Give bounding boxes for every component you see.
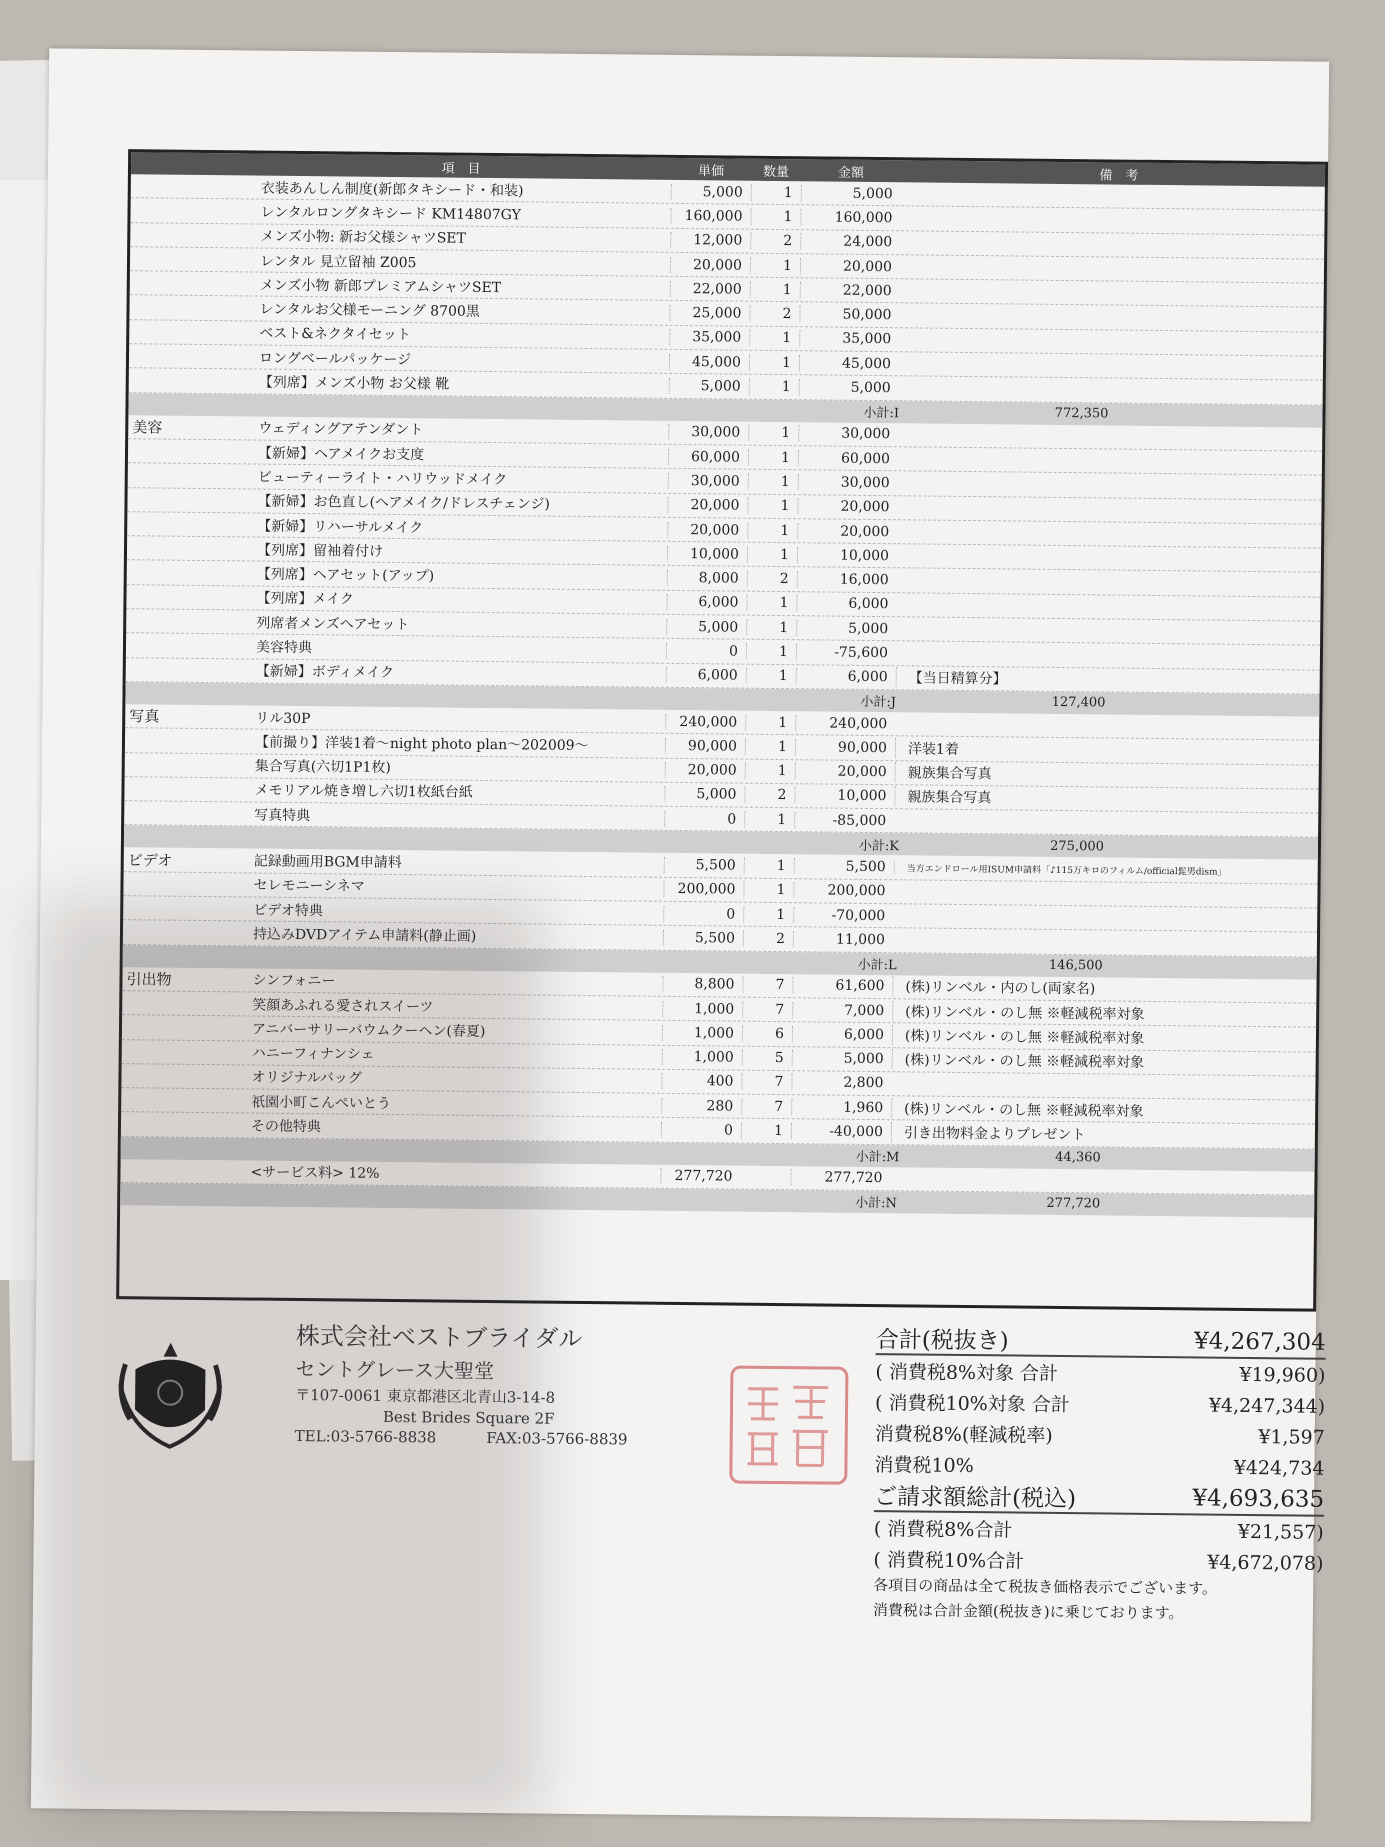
unit-price: 5,500: [663, 930, 743, 947]
item-name: 記録動画用BGM申請料: [253, 853, 402, 872]
total-label: ご請求額総計(税込): [873, 1484, 1077, 1513]
category-label: [125, 764, 245, 765]
total-value: ¥4,672,078): [1207, 1551, 1324, 1575]
total-row: [875, 1386, 1325, 1422]
item-name: 【新婦】お色直し(ヘアメイク/ドレスチェンジ): [257, 493, 550, 513]
company-info: [295, 1316, 629, 1450]
subtotal-label: 小計:J: [860, 695, 897, 711]
item-name: ロングベールパッケージ: [258, 350, 412, 368]
unit-price: 240,000: [665, 713, 745, 730]
remark: (株)リンベル・のし無 ※軽減税率対象: [892, 1025, 1316, 1049]
item-name: 衣装あんしん制度(新郎タキシード・和装): [260, 180, 524, 199]
total-row: [874, 1479, 1324, 1517]
quantity: [740, 1177, 790, 1178]
unit-price: 0: [663, 905, 743, 922]
item-name: 【列席】ヘアセット(アップ): [256, 566, 435, 585]
item-name: オリジナルバッグ: [251, 1069, 362, 1088]
category-label: [130, 259, 250, 260]
item-name: ビデオ特典: [253, 902, 324, 919]
unit-price: 6,000: [666, 667, 746, 684]
item-name: ベスト&ネクタイセット: [259, 325, 411, 344]
crest-logo-icon: [115, 1334, 226, 1455]
amount: 90,000: [795, 739, 895, 756]
remark: [897, 532, 1321, 536]
total-value: ¥4,267,304: [1193, 1327, 1326, 1356]
amount: 50,000: [799, 306, 899, 323]
amount: 30,000: [798, 426, 898, 443]
category-label: 写真: [129, 707, 160, 726]
remark: [900, 315, 1324, 319]
quantity: 2: [747, 571, 797, 588]
quantity: 7: [742, 1001, 792, 1018]
category-label: [128, 499, 248, 500]
quantity: 1: [750, 257, 800, 274]
quantity: 1: [748, 449, 798, 466]
item-name: 【列席】留袖着付け: [256, 542, 384, 560]
subtotal-label: 小計:N: [855, 1196, 898, 1212]
company-name: 株式会社ベストブライダル: [295, 1321, 583, 1353]
unit-price: 90,000: [665, 738, 745, 755]
category-label: [128, 475, 248, 476]
amount: 5,000: [796, 620, 896, 637]
total-label: ( 消費税8%対象 合計: [875, 1361, 1059, 1385]
amount: 5,000: [801, 185, 901, 202]
total-row: [874, 1512, 1324, 1548]
category-label: [127, 572, 247, 573]
quantity: 1: [749, 379, 799, 396]
item-name: メンズ小物 新郎プレミアムシャツSET: [259, 277, 502, 296]
company-seal-stamp: [729, 1366, 848, 1485]
amount: 240,000: [795, 715, 895, 732]
quantity: 5: [742, 1050, 792, 1067]
amount: 5,000: [792, 1050, 892, 1067]
total-value: ¥4,693,635: [1192, 1484, 1325, 1513]
quantity: 2: [749, 306, 799, 323]
total-value: ¥4,247,344): [1208, 1394, 1326, 1418]
category-label: [129, 356, 249, 357]
amount: -70,000: [793, 907, 893, 924]
category-label: [122, 1051, 242, 1052]
remark: [893, 892, 1317, 896]
item-name: ハニーフィナンシェ: [251, 1045, 375, 1063]
remark: [895, 724, 1319, 728]
amount: 30,000: [798, 474, 898, 491]
item-name: 【列席】メイク: [256, 590, 355, 608]
quantity: 1: [747, 522, 797, 539]
footnote: 各項目の商品は全て税抜き価格表示でございます。: [873, 1576, 1218, 1598]
category-label: [129, 380, 249, 381]
remark: [901, 218, 1325, 222]
category-label: [126, 669, 246, 670]
unit-price: 20,000: [667, 521, 747, 538]
remark: [898, 435, 1322, 439]
item-name: ビューティーライト・ハリウッドメイク: [257, 469, 508, 489]
subtotal-label: 小計:L: [857, 957, 897, 974]
remark: 引き出物料金よりプレゼント: [891, 1122, 1315, 1146]
company-fax: FAX:03-5766-8839: [486, 1428, 628, 1449]
unit-price: 6,000: [666, 594, 746, 611]
quantity: 1: [750, 209, 800, 226]
category-label: 美容: [132, 418, 163, 437]
header-amount: 金額: [837, 165, 865, 181]
item-name: 祇園小町こんぺいとう: [251, 1094, 392, 1112]
invoice-table: [116, 149, 1328, 1312]
remark: [899, 388, 1323, 392]
amount: 7,000: [792, 1002, 892, 1019]
remark: 親族集合写真: [894, 787, 1318, 811]
subtotal-label: 小計:M: [855, 1150, 900, 1166]
totals-block: [873, 1322, 1326, 1629]
remark: [896, 653, 1320, 657]
quantity: 1: [746, 644, 796, 661]
total-label: 消費税8%(軽減税率): [874, 1423, 1053, 1447]
subtotal-value: 44,360: [1055, 1150, 1101, 1166]
total-value: ¥424,734: [1233, 1456, 1325, 1480]
subtotal-label: 小計:K: [858, 838, 900, 855]
unit-price: 5,500: [664, 857, 744, 874]
unit-price: 20,000: [670, 256, 750, 273]
item-name: ウェディングアテンダント: [258, 420, 424, 439]
remark: [901, 194, 1325, 198]
item-name: レンタルロングタキシード KM14807GY: [260, 204, 521, 224]
quantity: 1: [743, 906, 793, 923]
category-label: [124, 813, 244, 814]
category-label: [121, 1076, 241, 1077]
total-label: ( 消費税10%合計: [873, 1549, 1025, 1573]
category-label: [121, 1170, 241, 1171]
quantity: 2: [750, 233, 800, 250]
unit-price: 5,000: [664, 786, 744, 803]
amount: 200,000: [793, 883, 893, 900]
remark: (株)リンベル・内のし(両家名): [892, 976, 1316, 1000]
remark: (株)リンベル・のし無 ※軽減税率対象: [892, 1001, 1316, 1025]
amount: -75,600: [796, 644, 896, 661]
amount: 60,000: [798, 450, 898, 467]
item-name: その他特典: [250, 1118, 322, 1136]
category-label: [121, 1100, 241, 1101]
remark: [894, 821, 1318, 825]
item-name: アニバーサリーバウムクーヘン(春夏): [251, 1021, 486, 1040]
amount: 20,000: [797, 498, 897, 515]
total-row: [875, 1417, 1325, 1453]
unit-price: 5,000: [666, 619, 746, 636]
amount: 10,000: [794, 788, 894, 805]
category-label: [128, 451, 248, 452]
amount: 16,000: [797, 571, 897, 588]
remark: [896, 605, 1320, 609]
amount: -85,000: [794, 812, 894, 829]
unit-price: 35,000: [669, 329, 749, 346]
subtotal-value: 275,000: [1050, 838, 1105, 855]
item-name: レンタル 見立留袖 Z005: [259, 253, 417, 271]
item-name: 美容特典: [255, 639, 313, 657]
unit-price: 160,000: [670, 208, 750, 225]
amount: 277,720: [790, 1169, 890, 1186]
category-label: ビデオ: [127, 850, 173, 870]
quantity: 6: [742, 1025, 792, 1042]
category-label: [130, 234, 250, 235]
quantity: 1: [751, 184, 801, 201]
quantity: 2: [744, 787, 794, 804]
quantity: 1: [746, 619, 796, 636]
remark: [890, 1179, 1314, 1183]
item-name: レンタルお父様モーニング 8700黒: [259, 301, 480, 320]
unit-price: 60,000: [668, 448, 748, 465]
quantity: 1: [745, 739, 795, 756]
item-name: メンズ小物: 新お父様シャツSET: [260, 228, 466, 247]
category-label: [125, 740, 245, 741]
subtotal-label: 小計:I: [863, 406, 900, 422]
total-label: 消費税10%: [874, 1454, 974, 1478]
quantity: 1: [746, 668, 796, 685]
remark: [896, 629, 1320, 633]
item-name: 【新婦】ボディメイク: [255, 663, 395, 682]
quantity: 1: [749, 330, 799, 347]
category-label: [126, 645, 246, 646]
remark: [900, 243, 1324, 247]
quantity: 7: [742, 977, 792, 994]
category-label: [130, 307, 250, 308]
amount: 6,000: [796, 596, 896, 613]
remark: [899, 364, 1323, 368]
quantity: 1: [744, 858, 794, 875]
amount: 2,800: [791, 1075, 891, 1092]
total-row: [875, 1355, 1325, 1391]
table-body: [120, 174, 1325, 1217]
unit-price: 25,000: [669, 305, 749, 322]
category-label: [127, 548, 247, 549]
category-label: [123, 932, 243, 933]
remark: [893, 940, 1317, 944]
unit-price: 10,000: [667, 546, 747, 563]
unit-price: 277,720: [660, 1168, 740, 1185]
remark: [891, 1084, 1315, 1088]
item-name: リル30P: [255, 710, 311, 727]
total-value: ¥21,557): [1237, 1520, 1324, 1544]
category-label: [130, 283, 250, 284]
quantity: 1: [741, 1123, 791, 1140]
quantity: 1: [748, 474, 798, 491]
subtotal-value: 127,400: [1051, 695, 1106, 711]
quantity: 7: [741, 1098, 791, 1115]
item-name: シンフォニー: [252, 972, 336, 990]
unit-price: 1,000: [662, 1049, 742, 1066]
item-name: メモリアル焼き増し六切1枚紙台紙: [254, 783, 473, 802]
category-label: [129, 332, 249, 333]
remark: [897, 580, 1321, 584]
category-label: [122, 1027, 242, 1028]
remark: [897, 556, 1321, 560]
item-name: <サービス料> 12%: [250, 1164, 380, 1183]
remark: 【当日精算分】: [896, 668, 1320, 692]
category-label: [121, 1124, 241, 1125]
remark: (株)リンベル・のし無 ※軽減税率対象: [891, 1098, 1315, 1122]
item-name: 集合写真(六切1P1枚): [254, 758, 391, 777]
quantity: 1: [745, 763, 795, 780]
item-name: 【列席】メンズ小物 お父様 靴: [258, 374, 450, 393]
amount: 160,000: [800, 209, 900, 226]
quantity: 7: [741, 1074, 791, 1091]
amount: 10,000: [797, 547, 897, 564]
header-item: 項 目: [441, 160, 481, 177]
subtotal-value: 772,350: [1054, 406, 1109, 422]
invoice-footer: [112, 1314, 1326, 1727]
category-label: [127, 524, 247, 525]
amount: 20,000: [797, 523, 897, 540]
amount: 6,000: [792, 1026, 892, 1043]
category-label: [127, 597, 247, 598]
amount: 11,000: [793, 931, 893, 948]
unit-price: 1,000: [662, 1000, 742, 1017]
quantity: 1: [743, 882, 793, 899]
unit-price: 12,000: [670, 232, 750, 249]
category-label: [125, 789, 245, 790]
footnote: 消費税は合計金額(税抜き)に乗じております。: [872, 1601, 1184, 1623]
remark: (株)リンベル・のし無 ※軽減税率対象: [892, 1049, 1316, 1073]
amount: 35,000: [799, 331, 899, 348]
header-unit: 単価: [697, 163, 725, 179]
amount: 5,000: [799, 379, 899, 396]
unit-price: 45,000: [669, 354, 749, 371]
amount: 22,000: [800, 282, 900, 299]
amount: 45,000: [799, 355, 899, 372]
unit-price: 0: [664, 811, 744, 828]
remark: [898, 459, 1322, 463]
quantity: 1: [747, 498, 797, 515]
quantity: 1: [746, 595, 796, 612]
total-value: ¥19,960): [1239, 1363, 1326, 1387]
remark: [893, 916, 1317, 920]
unit-price: 22,000: [670, 281, 750, 298]
unit-price: 20,000: [667, 497, 747, 514]
unit-price: 200,000: [663, 881, 743, 898]
total-row: [876, 1322, 1326, 1360]
quantity: 1: [750, 282, 800, 299]
category-label: [131, 210, 251, 211]
remark: [898, 483, 1322, 487]
amount: 5,500: [794, 858, 894, 875]
company-tel: TEL:03-5766-8838: [294, 1426, 437, 1447]
amount: 1,960: [791, 1099, 891, 1116]
category-label: 引出物: [126, 969, 172, 989]
unit-price: 8,800: [662, 976, 742, 993]
invoice-sheet: [31, 48, 1329, 1821]
item-name: 【新婦】ヘアメイクお支度: [257, 445, 425, 463]
quantity: 1: [748, 425, 798, 442]
remark: 親族集合写真: [895, 762, 1319, 786]
remark: [897, 507, 1321, 511]
amount: 61,600: [792, 977, 892, 994]
amount: 6,000: [796, 668, 896, 685]
unit-price: 30,000: [668, 424, 748, 441]
total-label: ( 消費税10%対象 合計: [874, 1392, 1070, 1417]
quantity: 1: [747, 546, 797, 563]
company-address: 〒107-0061 東京都港区北青山3-14-8: [295, 1385, 556, 1407]
item-name: 【新婦】リハーサルメイク: [257, 518, 424, 536]
amount: 20,000: [800, 258, 900, 275]
remark: [900, 267, 1324, 271]
quantity: 2: [743, 931, 793, 948]
quantity: 1: [749, 354, 799, 371]
remark: [900, 291, 1324, 295]
header-note: 備 考: [1099, 167, 1139, 184]
unit-price: 30,000: [668, 473, 748, 490]
category-label: [131, 186, 251, 187]
remark: 当方エンドロール用ISUM申請料「♪115万キロのフィルム/official髭男dism」: [894, 861, 1318, 878]
unit-price: 280: [661, 1098, 741, 1115]
item-name: 笑顔あふれる愛されスイーツ: [252, 997, 434, 1015]
subtotal-value: 277,720: [1046, 1196, 1101, 1212]
company-branch: セントグレース大聖堂: [295, 1356, 495, 1384]
unit-price: 5,000: [669, 378, 749, 395]
total-value: ¥1,597: [1258, 1425, 1325, 1449]
item-name: 持込みDVDアイテム申請料(静止画): [252, 926, 477, 945]
subtotal-value: 146,500: [1048, 957, 1103, 974]
quantity: 1: [744, 811, 794, 828]
remark: [899, 340, 1323, 344]
amount: -40,000: [791, 1123, 891, 1140]
total-row: [873, 1543, 1323, 1579]
category-label: [126, 621, 246, 622]
item-name: 写真特典: [254, 807, 311, 824]
category-label: [122, 1003, 242, 1004]
item-name: 【前撮り】洋装1着～night photo plan～202009～: [254, 734, 589, 754]
company-building: Best Brides Square 2F: [382, 1407, 555, 1428]
category-label: [124, 884, 244, 885]
quantity: 1: [745, 714, 795, 731]
unit-price: 0: [666, 643, 746, 660]
unit-price: 400: [661, 1073, 741, 1090]
total-label: 合計(税抜き): [875, 1327, 1009, 1355]
category-label: [123, 908, 243, 909]
remark: 洋装1着: [895, 738, 1319, 762]
total-label: ( 消費税8%合計: [873, 1518, 1013, 1542]
amount: 24,000: [800, 233, 900, 250]
amount: 20,000: [795, 763, 895, 780]
unit-price: 0: [661, 1122, 741, 1139]
unit-price: 20,000: [665, 762, 745, 779]
item-name: 列席者メンズヘアセット: [256, 615, 410, 633]
item-name: セレモニーシネマ: [253, 877, 365, 896]
unit-price: 8,000: [667, 570, 747, 587]
unit-price: 1,000: [662, 1025, 742, 1042]
header-qty: 数量: [762, 164, 790, 180]
unit-price: 5,000: [671, 184, 751, 201]
